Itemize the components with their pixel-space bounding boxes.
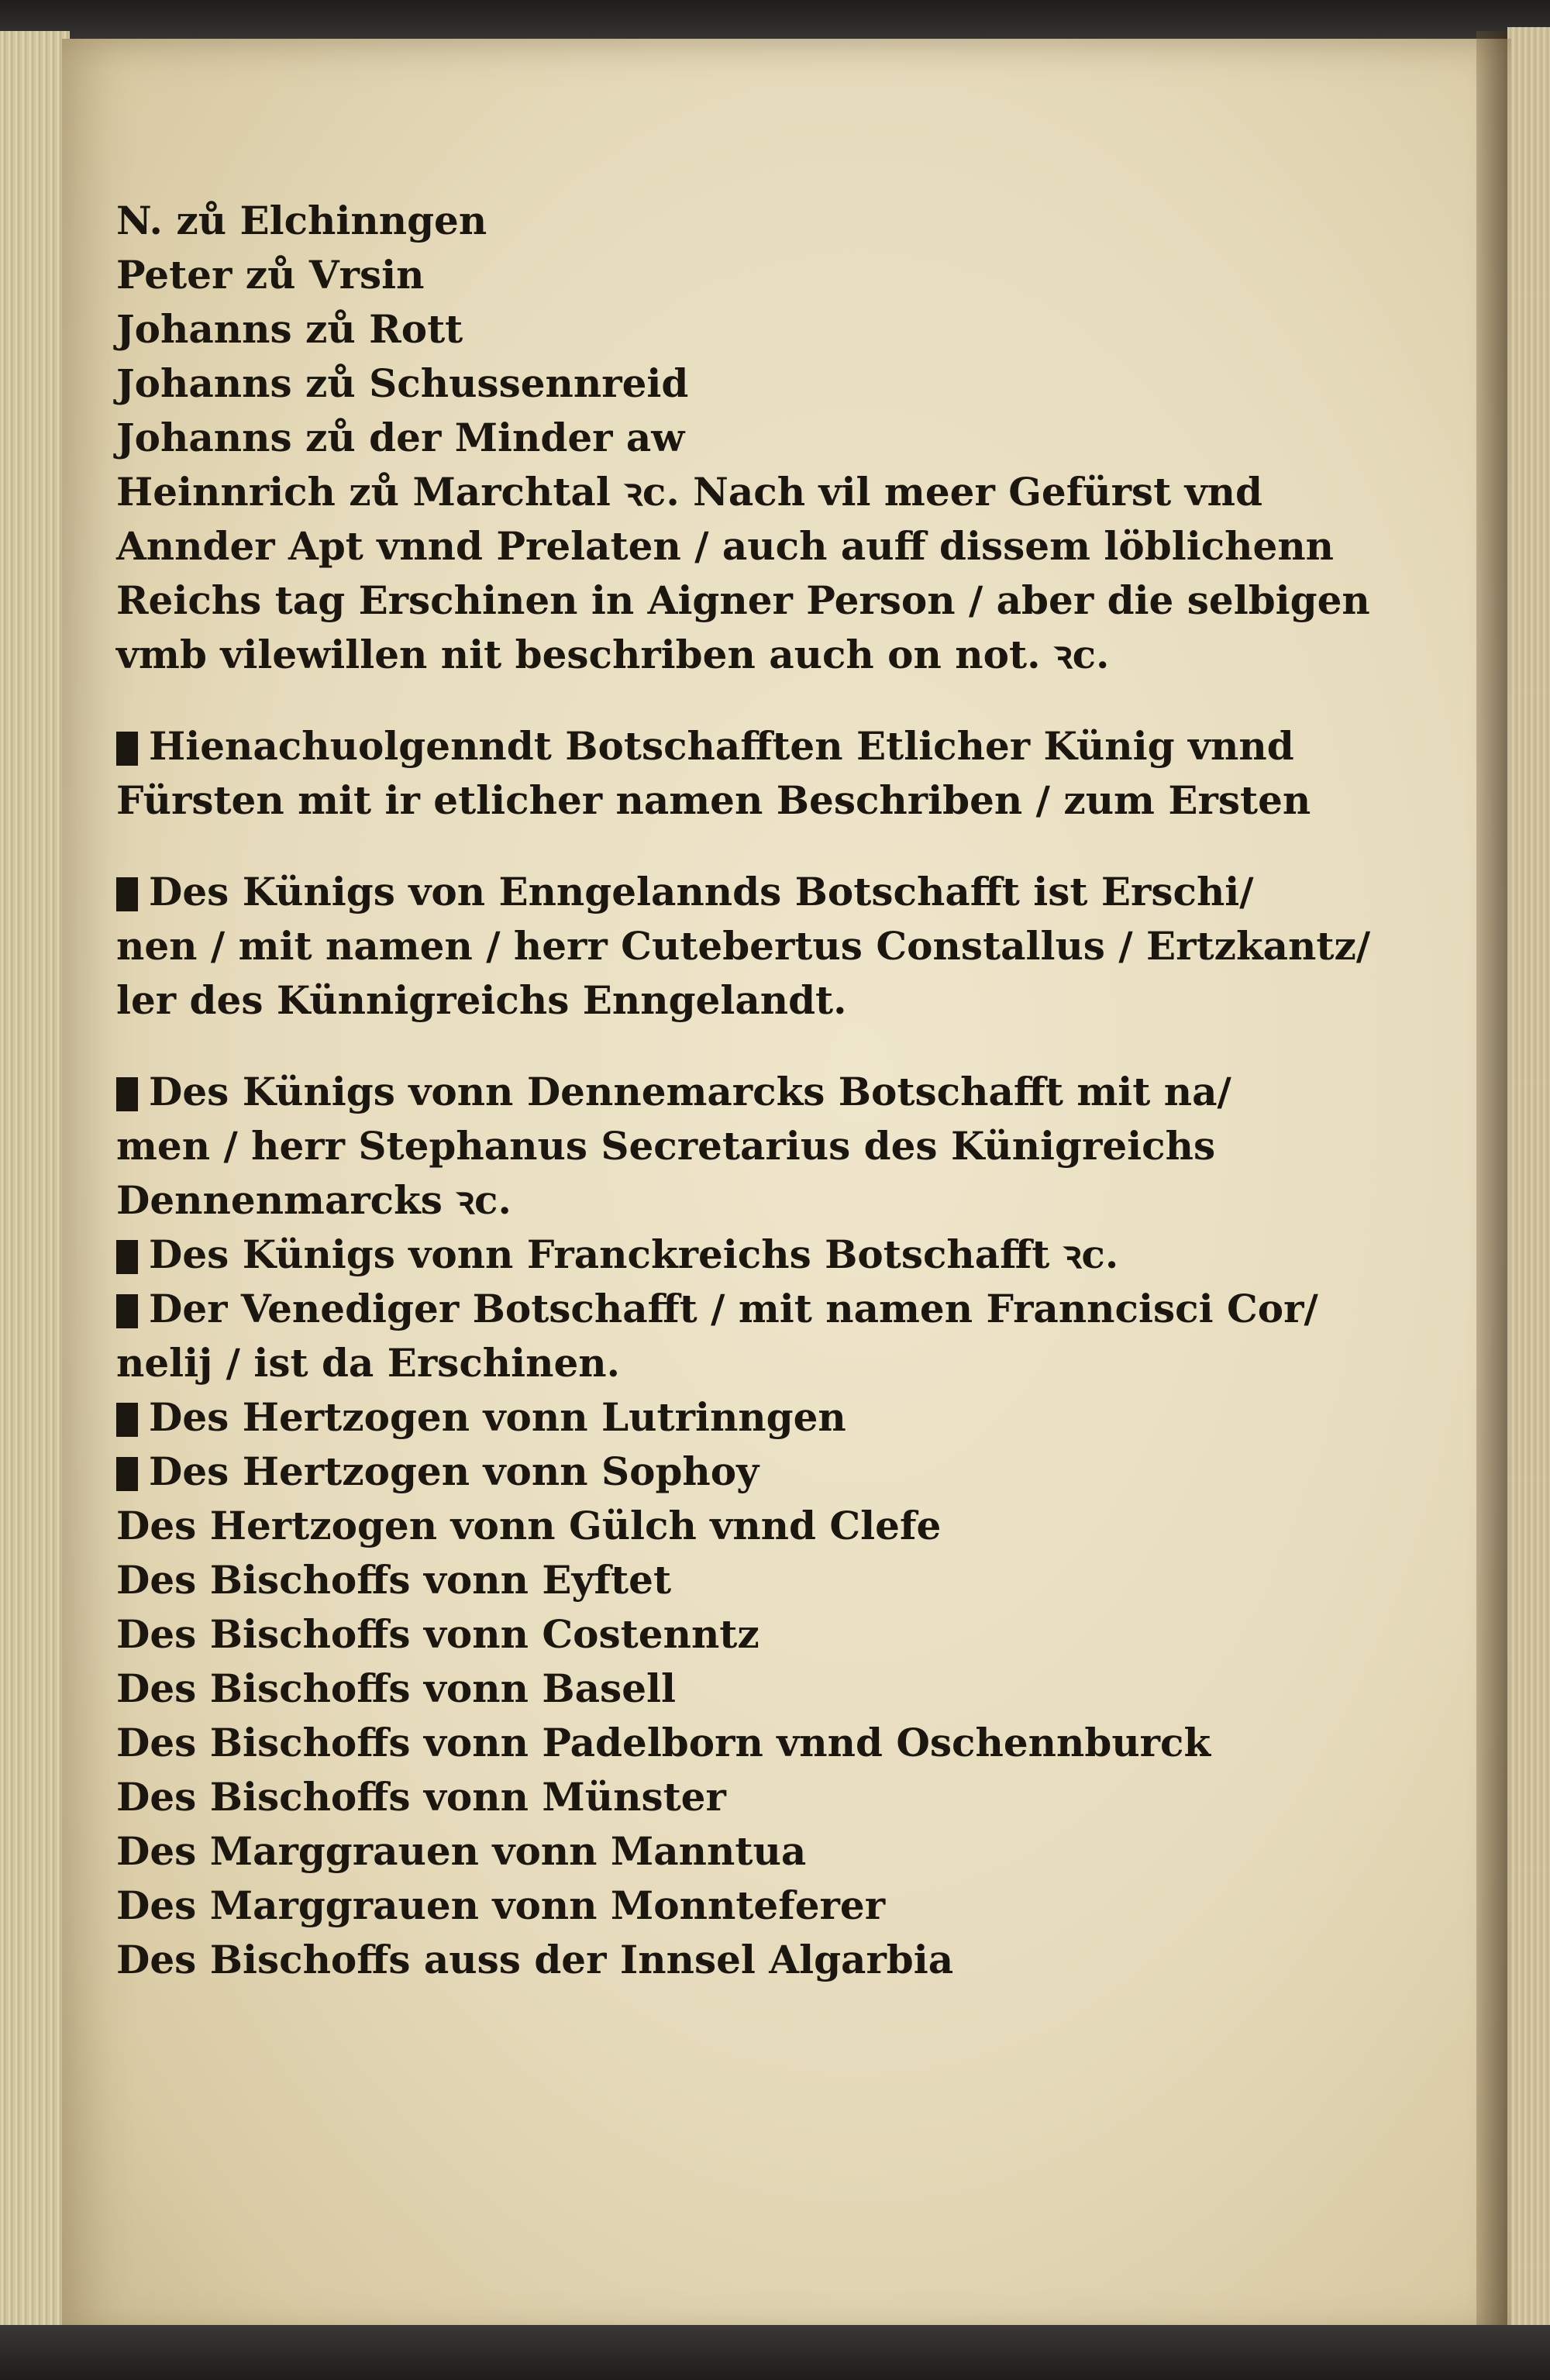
text-line: Des Hertzogen vonn Gülch vnnd Clefe [116,1503,942,1548]
text-line: N. zů Elchinngen [116,198,487,243]
text-line-content: Des Künigs vonn Dennemarcks Botschafft mit na/ [149,1069,1231,1114]
text-line [116,1065,1449,1119]
text-line: Fürsten mit ir etlicher namen Beschriben / zum Ersten [116,777,1311,823]
pilcrow-icon [116,877,138,911]
text-line [116,1445,1449,1499]
pilcrow-icon [116,1294,138,1328]
pilcrow-icon [116,1403,138,1437]
text-line: Reichs tag Erschinen in Aigner Person / aber die selbigen [116,577,1370,623]
text-line [116,1282,1449,1336]
pilcrow-icon [116,1240,138,1274]
text-line: Des Bischoffs vonn Eyftet [116,1557,672,1603]
pilcrow-icon [116,1457,138,1491]
text-line-content: Des Hertzogen vonn Sophoy [149,1448,760,1494]
text-line: Des Marggrauen vonn Monnteferer [116,1882,886,1928]
text-line: Heinnrich zů Marchtal ꝛc. Nach vil meer Gefürst vnd [116,469,1262,515]
page-text [116,194,1449,1987]
text-line: nelij / ist da Erschinen. [116,1340,621,1386]
pilcrow-icon [116,732,138,766]
text-line: Dennenmarcks ꝛc. [116,1177,512,1223]
text-line [116,1228,1449,1282]
text-line [116,865,1449,919]
text-line: Des Bischoffs auss der Innsel Algarbia [116,1937,954,1982]
text-line: vmb vilewillen nit beschriben auch on not. ꝛc. [116,632,1110,677]
text-line [116,719,1449,773]
text-line: Des Bischoffs vonn Padelborn vnnd Oschennburck [116,1720,1211,1765]
text-line: men / herr Stephanus Secretarius des Künigreichs [116,1123,1216,1169]
text-line: Des Bischoffs vonn Costenntz [116,1611,760,1657]
text-line-content: Des Künigs vonn Franckreichs Botschafft ꝛc. [149,1231,1119,1277]
text-line-content: Hienachuolgenndt Botschafften Etlicher Künig vnnd [149,723,1294,769]
text-line-content: Des Künigs von Enngelannds Botschafft ist Erschi/ [149,869,1254,914]
text-line: nen / mit namen / herr Cutebertus Constallus / Ertzkantz/ [116,923,1371,969]
text-line: Annder Apt vnnd Prelaten / auch auff dissem löblichenn [116,523,1335,569]
paragraph-gap [116,828,1449,865]
text-line: Des Bischoffs vonn Münster [116,1774,726,1820]
book-gutter [1476,31,1507,2340]
page-stack-left [0,31,70,2348]
text-line: Des Bischoffs vonn Basell [116,1665,676,1711]
text-line-content: Der Venediger Botschafft / mit namen Frannciscі Cor/ [149,1286,1318,1331]
paragraph-gap [116,1028,1449,1065]
paragraph-gap [116,682,1449,719]
text-line: Johanns zů der Minder aw [116,415,685,460]
text-line: Johanns zů Schussennreid [116,360,689,406]
text-line: Johanns zů Rott [116,306,463,352]
text-line: ler des Künnigreichs Enngelandt. [116,977,847,1023]
page-stack-right [1507,27,1550,2344]
text-line: Peter zů Vrsin [116,252,425,298]
book-cover-edge-bottom [0,2325,1550,2380]
text-line-content: Des Hertzogen vonn Lutrinngen [149,1394,846,1440]
pilcrow-icon [116,1077,138,1111]
text-line: Des Marggrauen vonn Manntua [116,1828,807,1874]
text-line [116,1390,1449,1445]
